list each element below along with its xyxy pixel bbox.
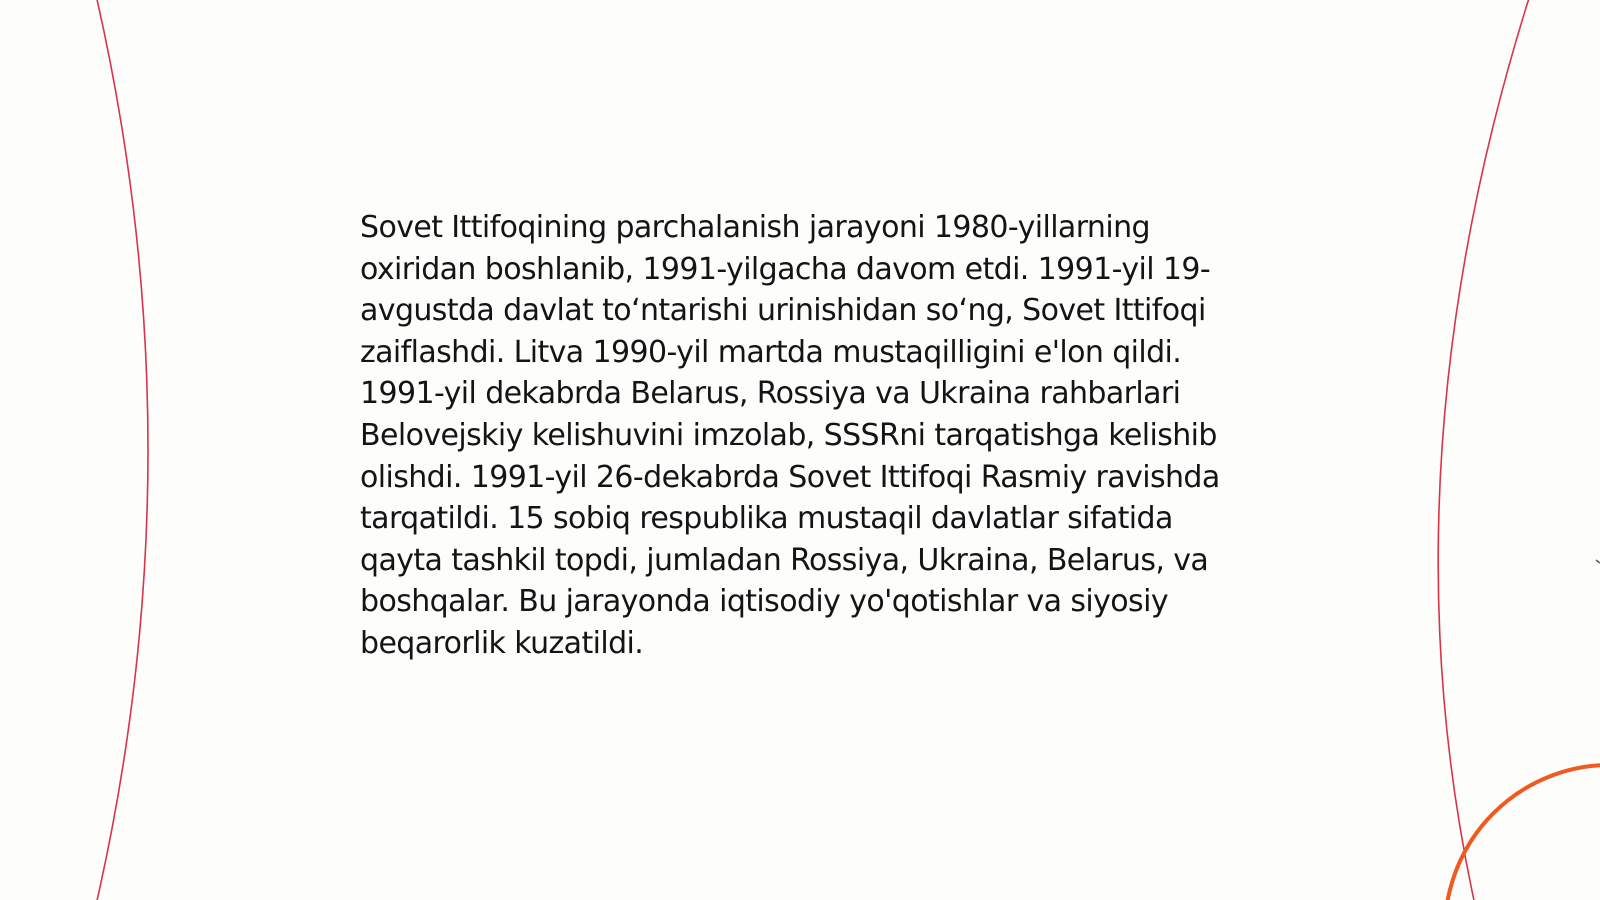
- body-paragraph: Sovet Ittifoqining parchalanish jarayoni 1980-yillarning oxiridan boshlanib, 1991-yilgacha davom etdi. 1991-yil 19-avgustda davlat to‘ntarishi urinishidan so‘ng, Sovet Ittifoqi zaiflashdi. Litva 1990-yil martda mustaqilligini e'lon qildi. 1991-yil dekabrda Belarus, Rossiya va Ukraina rahbarlari Belovejskiy kelishuvini imzolab, SSSRni tarqatishga kelishib olishdi. 1991-yil 26-dekabrda Sovet Ittifoqi Rasmiy ravishda tarqatildi. 15 sobiq respublika mustaqil davlatlar sifatida qayta tashkil topdi, jumladan Rossiya, Ukraina, Belarus, va boshqalar. Bu jarayonda iqtisodiy yo'qotishlar va siyosiy beqarorlik kuzatildi.: [360, 210, 1220, 661]
- right-red-curve: [1438, 0, 1530, 900]
- orange-circle-arc: [1445, 765, 1600, 900]
- left-red-curve: [96, 0, 148, 900]
- small-edge-mark: [1596, 560, 1600, 563]
